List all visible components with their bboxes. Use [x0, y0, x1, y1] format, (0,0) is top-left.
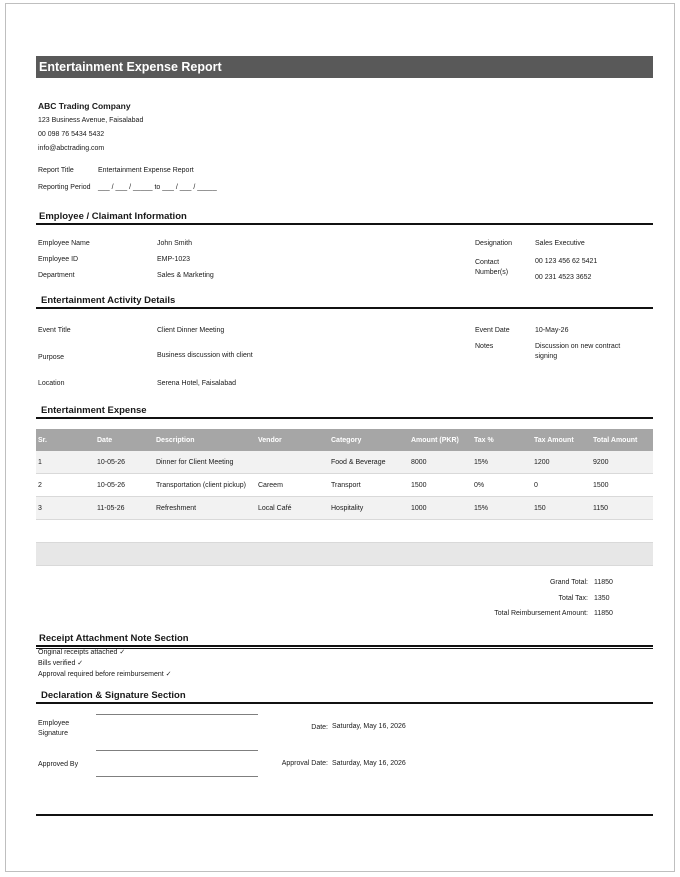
company-phone: 00 098 76 5434 5432 [38, 131, 105, 138]
receipt-note-1: Original receipts attached ✓ [38, 649, 126, 656]
total-tax-label: Total Tax: [558, 595, 588, 602]
employee-id-value: EMP-1023 [157, 256, 191, 263]
report-title-value: Entertainment Expense Report [98, 167, 194, 174]
event-date-value: 10-May-26 [535, 327, 569, 334]
table-cell: 1150 [591, 497, 653, 520]
table-cell: 0% [472, 474, 532, 497]
total-tax-value: 1350 [594, 595, 610, 602]
table-cell: 150 [532, 497, 591, 520]
reporting-period-label: Reporting Period [38, 184, 91, 191]
company-address: 123 Business Avenue, Faisalabad [38, 117, 144, 124]
designation-label: Designation [475, 240, 512, 247]
column-header: Date [95, 429, 154, 451]
table-header-row [36, 429, 653, 451]
company-name: ABC Trading Company [38, 101, 131, 111]
receipt-section-heading: Receipt Attachment Note Section [39, 633, 189, 644]
table-row-empty [36, 543, 653, 566]
table-cell: 15% [472, 497, 532, 520]
section-divider [36, 417, 653, 419]
grand-total-value: 11850 [594, 579, 613, 586]
table-cell: 10-05-26 [95, 474, 154, 497]
report-page [5, 3, 675, 872]
column-header: Tax Amount [532, 429, 591, 451]
reimbursement-value: 11850 [594, 610, 613, 617]
table-cell: 1 [36, 451, 95, 474]
table-cell: 1200 [532, 451, 591, 474]
declaration-section-heading: Declaration & Signature Section [41, 690, 186, 701]
table-cell: 0 [532, 474, 591, 497]
employee-signature-field[interactable] [96, 750, 258, 751]
report-title-label: Report Title [38, 167, 74, 174]
footer-divider [36, 814, 653, 816]
table-cell: Dinner for Client Meeting [154, 451, 256, 474]
event-title-label: Event Title [38, 327, 71, 334]
location-value: Serena Hotel, Faisalabad [157, 380, 236, 387]
department-value: Sales & Marketing [157, 272, 214, 279]
table-cell: Transport [329, 474, 409, 497]
table-cell: 2 [36, 474, 95, 497]
table-cell: Transportation (client pickup) [154, 474, 256, 497]
grand-total-label: Grand Total: [549, 579, 588, 586]
column-header: Vendor [256, 429, 329, 451]
employee-signature-label: Employee [38, 720, 70, 727]
table-cell [256, 451, 329, 474]
column-header: Sr. [36, 429, 95, 451]
section-divider [36, 223, 653, 225]
table-row-empty [36, 520, 653, 543]
activity-section-heading: Entertainment Activity Details [41, 295, 176, 306]
designation-value: Sales Executive [535, 240, 585, 247]
table-cell: 1500 [591, 474, 653, 497]
event-title-value: Client Dinner Meeting [157, 327, 225, 334]
column-header: Description [154, 429, 256, 451]
notes-label: Notes [475, 343, 494, 350]
employee-name-label: Employee Name [38, 240, 90, 247]
employee-name-value: John Smith [157, 240, 193, 247]
notes-value-1: Discussion on new contract [535, 343, 621, 350]
event-date-label: Event Date [475, 327, 510, 334]
table-cell: 9200 [591, 451, 653, 474]
table-cell: 3 [36, 497, 95, 520]
approved-by-field[interactable] [96, 776, 258, 777]
contact-label: Contact [475, 259, 500, 266]
table-cell: Careem [256, 474, 329, 497]
table-row [36, 474, 653, 497]
approval-date-value[interactable]: Saturday, May 16, 2026 [332, 760, 406, 767]
table-cell: 11-05-26 [95, 497, 154, 520]
section-divider [36, 648, 653, 649]
table-cell: 8000 [409, 451, 472, 474]
expense-section-heading: Entertainment Expense [41, 405, 147, 416]
employee-signature-label-2: Signature [38, 730, 68, 737]
table-row [36, 451, 653, 474]
report-title: Entertainment Expense Report [39, 60, 222, 74]
employee-id-label: Employee ID [38, 256, 79, 263]
table-cell: 1000 [409, 497, 472, 520]
table-cell: Local Café [256, 497, 329, 520]
purpose-value: Business discussion with client [157, 352, 253, 359]
contact-value-1: 00 123 456 62 5421 [535, 258, 598, 265]
contact-label-2: Number(s) [475, 269, 509, 276]
notes-value-2: signing [535, 353, 558, 360]
section-divider [36, 307, 653, 309]
approval-date-label: Approval Date: [281, 760, 328, 767]
receipt-note-3: Approval required before reimbursement ✓ [38, 671, 172, 678]
signature-line [96, 714, 258, 715]
table-cell: Refreshment [154, 497, 256, 520]
reimbursement-label: Total Reimbursement Amount: [494, 610, 588, 617]
table-cell: 10-05-26 [95, 451, 154, 474]
section-divider [36, 702, 653, 704]
table-cell: Hospitality [329, 497, 409, 520]
table-row [36, 497, 653, 520]
employee-section-heading: Employee / Claimant Information [39, 211, 187, 222]
section-divider [36, 645, 653, 647]
reporting-period-value[interactable]: ___ / ___ / _____ to ___ / ___ / _____ [98, 184, 217, 191]
date-label: Date: [311, 724, 328, 731]
approved-by-label: Approved By [38, 761, 79, 768]
company-email: info@abctrading.com [38, 145, 105, 152]
table-cell: 15% [472, 451, 532, 474]
column-header: Category [329, 429, 409, 451]
location-label: Location [38, 380, 65, 387]
table-cell: 1500 [409, 474, 472, 497]
receipt-note-2: Bills verified ✓ [38, 660, 84, 667]
date-value[interactable]: Saturday, May 16, 2026 [332, 723, 406, 730]
table-cell: Food & Beverage [329, 451, 409, 474]
contact-value-2: 00 231 4523 3652 [535, 274, 592, 281]
column-header: Amount (PKR) [409, 429, 472, 451]
title-bar [36, 56, 653, 78]
expense-table [36, 429, 653, 566]
column-header: Total Amount [591, 429, 653, 451]
column-header: Tax % [472, 429, 532, 451]
department-label: Department [38, 272, 75, 279]
purpose-label: Purpose [38, 354, 65, 361]
